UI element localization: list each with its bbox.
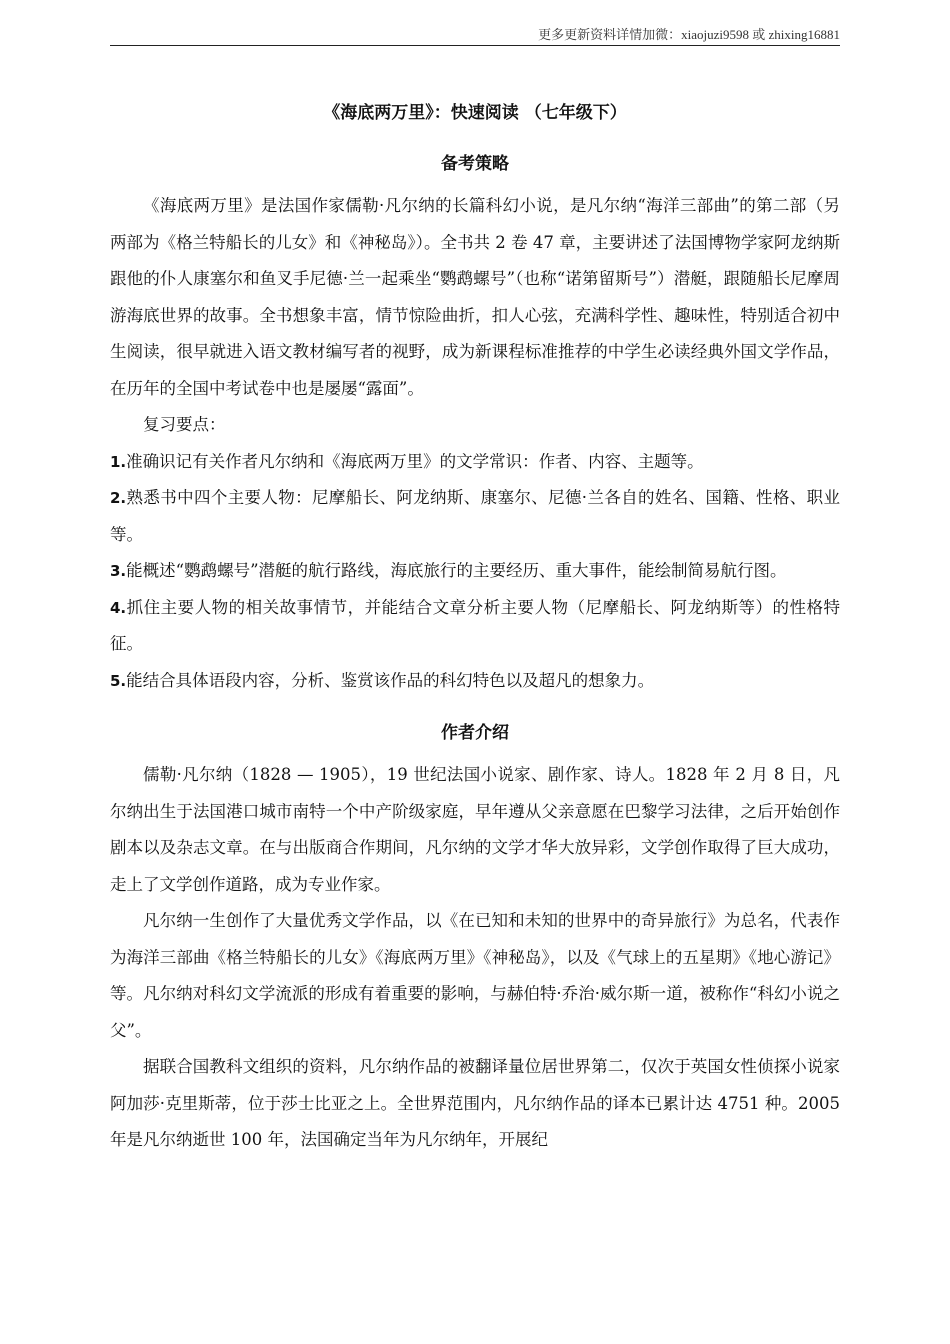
point-number: 2.: [110, 489, 127, 507]
author-paragraph-2: 凡尔纳一生创作了大量优秀文学作品，以《在已知和未知的世界中的奇异旅行》为总名，代表作为海洋三部曲《格兰特船长的儿女》《海底两万里》《神秘岛》，以及《气球上的五星期》《地心游记》等。凡尔纳对科幻文学流派的形成有着重要的影响，与赫伯特·乔治·威尔斯一道，被称作“科幻小说之父”。: [110, 911, 840, 1040]
point-number: 3.: [110, 562, 127, 580]
document-title: 《海底两万里》：快速阅读 （七年级下）: [323, 103, 627, 123]
intro-paragraph: 《海底两万里》是法国作家儒勒·凡尔纳的长篇科幻小说，是凡尔纳“海洋三部曲”的第二部（另两部为《格兰特船长的儿女》和《神秘岛》）。全书共 2 卷 47 章，主要讲述了法国博物学家阿龙纳斯跟他的仆人康塞尔和鱼叉手尼德·兰一起乘坐“鹦鹉螺号”（也称“诺第留斯号”）潜艇，跟随船长尼摩周游海底世界的故事。全书想象丰富，情节惊险曲折，扣人心弦，充满科学性、趣味性，特别适合初中生阅读，很早就进入语文教材编写者的视野，成为新课程标准推荐的中学生必读经典外国文学作品，在历年的全国中考试卷中也是屡屡“露面”。: [110, 196, 840, 398]
point-text: 能结合具体语段内容，分析、鉴赏该作品的科幻特色以及超凡的想象力。: [126, 670, 655, 690]
review-points-label: 复习要点：: [143, 415, 226, 434]
point-text: 熟悉书中四个主要人物：尼摩船长、阿龙纳斯、康塞尔、尼德·兰各自的姓名、国籍、性格、职业等。: [110, 488, 840, 544]
review-point-5: [110, 663, 840, 700]
point-number: 1.: [110, 452, 127, 471]
point-number: 4.: [110, 598, 127, 617]
point-text: 能概述“鹦鹉螺号”潜艇的航行路线，海底旅行的主要经历、重大事件，能绘制简易航行图。: [126, 561, 787, 580]
review-point-2: [110, 480, 840, 553]
section-heading-strategy: 备考策略: [441, 154, 509, 174]
review-point-4: [110, 590, 840, 663]
point-number: 5.: [110, 671, 127, 690]
review-point-1: [110, 444, 840, 481]
author-paragraph-1: 儒勒·凡尔纳（1828 — 1905），19 世纪法国小说家、剧作家、诗人。1828 年 2 月 8 日，凡尔纳出生于法国港口城市南特一个中产阶级家庭，早年遵从父亲意愿在巴黎学习法律，之后开始创作剧本以及杂志文章。在与出版商合作期间，凡尔纳的文学才华大放异彩，文学创作取得了巨大成功，走上了文学创作道路，成为专业作家。: [110, 765, 840, 894]
section-heading-author: 作者介绍: [441, 723, 509, 743]
review-point-3: [110, 553, 840, 590]
page-header: 更多更新资料详情加微：xiaojuzi9598 或 zhixing16881: [538, 27, 840, 42]
point-text: 准确识记有关作者凡尔纳和《海底两万里》的文学常识：作者、内容、主题等。: [126, 451, 704, 471]
header-divider: [110, 45, 840, 46]
document-body: [110, 96, 840, 1159]
author-paragraph-3: 据联合国教科文组织的资料，凡尔纳作品的被翻译量位居世界第二，仅次于英国女性侦探小说家阿加莎·克里斯蒂，位于莎士比亚之上。全世界范围内，凡尔纳作品的译本已累计达 4751 种。2005 年是凡尔纳逝世 100 年，法国确定当年为凡尔纳年，开展纪: [110, 1057, 840, 1149]
point-text: 抓住主要人物的相关故事情节，并能结合文章分析主要人物（尼摩船长、阿龙纳斯等）的性格特征。: [110, 597, 840, 653]
